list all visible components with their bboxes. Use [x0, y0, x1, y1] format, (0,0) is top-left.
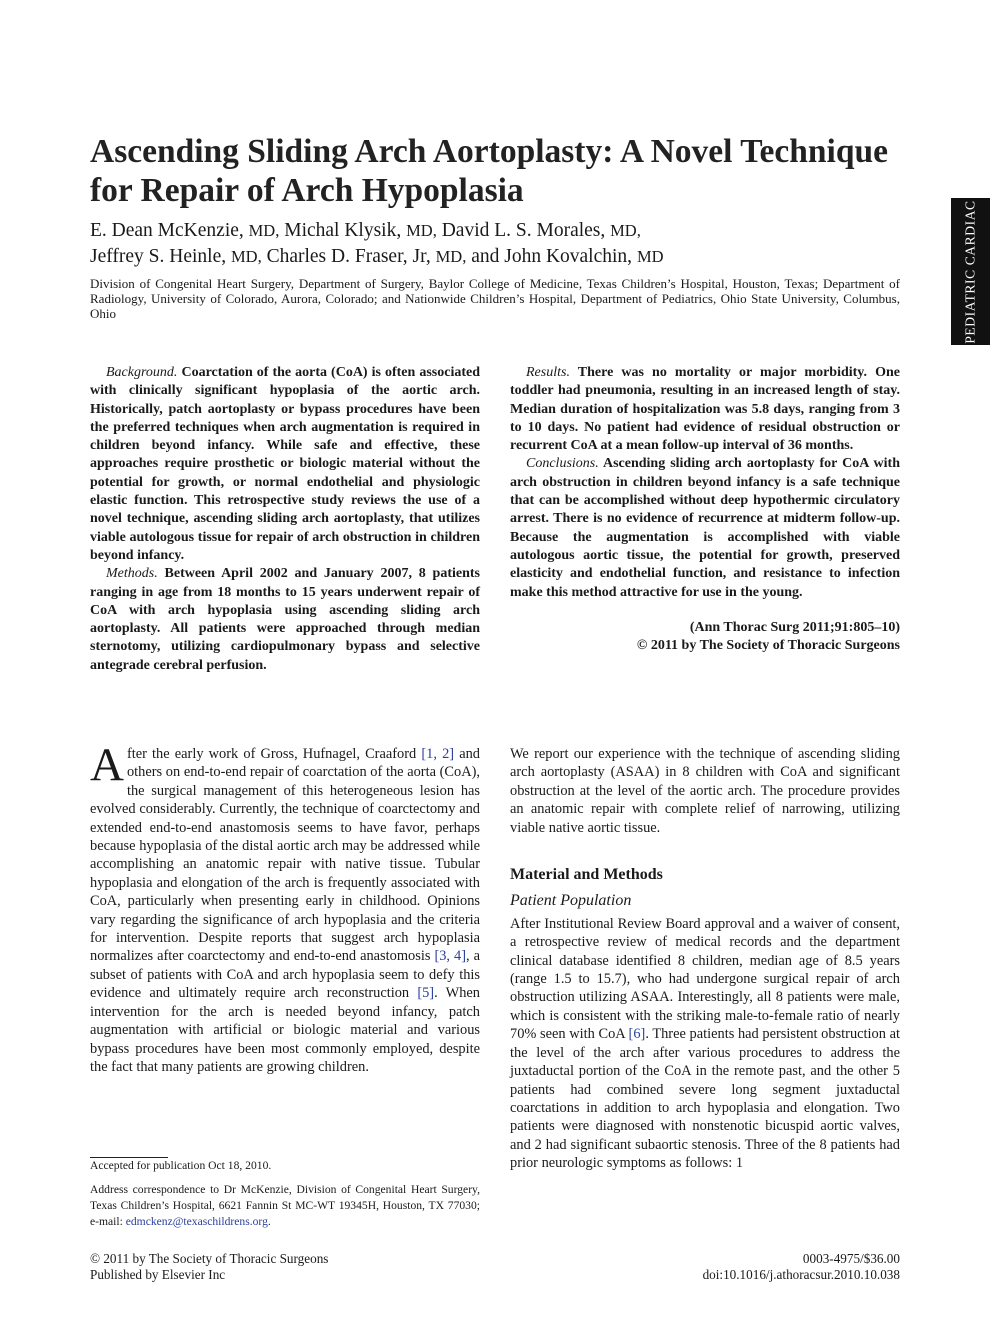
abstract-conclusions: [510, 455, 900, 601]
author-degree: MD,: [230, 247, 262, 266]
subsection-heading: Patient Population: [510, 892, 632, 910]
intro-text: and others on end-to-end repair of coarctation of the aorta (CoA), the surgical management of this heterogeneous lesion has evolved considerably. Currently, the technique of coarctectomy and extended end-to-end anastomosis seems to have favor, perhaps because hypoplasia of the distal aortic arch may be addressed while accomplishing an anatomic repair with native tissue. Tubular hypoplasia and elongation of the arch is frequently associated with CoA, particularly when presenting early in childhood. Opinions vary regarding the significance of arch hypoplasia and the criteria for intervention. Despite reports that suggest arch hypoplasia normalizes after coarctectomy and end-to-end anastomosis: [90, 746, 480, 965]
author-degree: MD: [636, 247, 664, 266]
accepted-date-note: Accepted for publication Oct 18, 2010.: [90, 1159, 272, 1172]
results-label: Results.: [526, 365, 570, 380]
side-tab-label: PEDIATRIC CARDIAC: [962, 199, 978, 344]
author-degree: MD,: [610, 221, 641, 240]
footer-issn: 0003-4975/$36.00: [802, 1251, 900, 1266]
population-paragraph: [510, 915, 900, 1173]
author-name: Michal Klysik,: [284, 220, 402, 241]
abstract-background: [90, 364, 480, 565]
intro-text: . When intervention for the arch is needed beyond infancy, patch augmentation with artificial or biologic material and various bypass procedures have been most commonly employed, despite the fact that many patients are growing children.: [90, 985, 480, 1075]
abstract-citation-block: [510, 619, 900, 656]
intro-paragraph: [90, 739, 480, 1076]
body-left-column: [90, 739, 480, 1076]
email-link[interactable]: edmckenz@texaschildrens.org: [125, 1215, 268, 1228]
methods-label: Methods.: [106, 566, 158, 582]
footer-right: [560, 1251, 900, 1283]
correspondence-note: [90, 1182, 480, 1230]
abstract-copyright: © 2011 by The Society of Thoracic Surgeons: [636, 638, 900, 654]
footer-copyright: © 2011 by The Society of Thoracic Surgeons: [90, 1251, 329, 1266]
results-text: There was no mortality or major morbidity. One toddler had pneumonia, resulting in an increased length of stay. Median duration of hospitalization was 5.8 days, ranging from 3 to 10 days. No patient had evidence of residual obstruction or recurrent CoA at a mean follow-up interval of 36 months.: [510, 365, 901, 454]
correspondence-end: .: [267, 1215, 271, 1228]
author-list: [90, 218, 900, 270]
body-right-column: [510, 745, 900, 1173]
conclusions-label: Conclusions.: [526, 456, 599, 472]
population-text: After Institutional Review Board approval and a waiver of consent, a retrospective review of medical records and the department clinical database identified 8 children, median age of 8.5 years (range 1.5 to 15.7), who had undergone surgical repair of arch obstruction utilizing ASAA. Interestingly, all 8 patients were male, which is consistent with the striking male-to-female ratio of nearly 70% seen with CoA: [510, 915, 900, 1043]
reference-link[interactable]: [6]: [628, 1026, 646, 1043]
footer-doi[interactable]: doi:10.1016/j.athoracsur.2010.10.038: [702, 1267, 900, 1282]
conclusions-text: Ascending sliding arch aortoplasty for CoA with arch obstruction in children beyond infancy is a safe technique that can be accomplished without deep hypothermic circulatory arrest. There is no evidence of recurrence at midterm follow-up. Because the augmentation is accomplished with viable autologous aortic tissue, the potential for growth, preserved elasticity and endothelial function, and resistance to infection make this method attractive for use in the young.: [510, 456, 900, 600]
section-side-tab: [951, 198, 990, 345]
journal-citation: (Ann Thorac Surg 2011;91:805–10): [689, 619, 900, 635]
correspondence-text: Address correspondence to Dr McKenzie, Division of Congenital Heart Surgery, Texas Children’s Hospital, 6621 Fannin St MC-WT 19345H, Houston, TX 77030; e-mail:: [90, 1183, 480, 1228]
footnotes: [90, 1158, 480, 1230]
reference-link[interactable]: [3, 4]: [434, 948, 467, 965]
intro-text: , a subset of patients with CoA and arch hypoplasia seem to defy this evidence and ultimately require arch reconstruction: [90, 948, 480, 1002]
author-name: and John Kovalchin,: [471, 246, 633, 267]
author-affiliation: Division of Congenital Heart Surgery, Department of Surgery, Baylor College of Medicine, Texas Children’s Hospital, Houston, Texas; Department of Radiology, University of Colorado, Aurora, Colorado; and Nationwide Children’s Hospital, Department of Pediatrics, Ohio State University, Columbus, Ohio: [90, 276, 900, 321]
abstract-results: [510, 364, 900, 455]
author-name: David L. S. Morales,: [441, 220, 606, 241]
methods-text: Between April 2002 and January 2007, 8 patients ranging in age from 18 months to 15 years underwent repair of CoA with arch hypoplasia using ascending sliding arch aortoplasty. All patients were approached through median sternotomy, utilizing cardiopulmonary bypass and selective antegrade cerebral perfusion.: [90, 566, 481, 673]
abstract-left-column: [90, 364, 480, 675]
footer-publisher: Published by Elsevier Inc: [90, 1267, 226, 1282]
author-degree: MD,: [435, 247, 467, 266]
reference-link[interactable]: [1, 2]: [421, 746, 455, 762]
author-degree: MD,: [406, 221, 437, 240]
drop-cap: A: [90, 739, 124, 791]
article-title: Ascending Sliding Arch Aortoplasty: A Novel Technique for Repair of Arch Hypoplasia: [90, 133, 888, 209]
author-name: E. Dean McKenzie,: [90, 220, 244, 241]
author-name: Jeffrey S. Heinle,: [90, 246, 227, 267]
author-degree: MD,: [248, 221, 280, 240]
intro-text: fter the early work of Gross, Hufnagel, Craaford: [126, 746, 422, 762]
report-paragraph: We report our experience with the technique of ascending sliding arch aortoplasty (ASAA) in 8 children with CoA and significant obstruction at the level of the aortic arch. The procedure provides an anatomic repair with complete relief of narrowing, utilizing viable native aortic tissue.: [510, 746, 900, 836]
abstract-right-column: [510, 364, 900, 655]
reference-link[interactable]: [5]: [417, 985, 435, 1002]
background-label: Background.: [106, 365, 178, 380]
section-heading: Material and Methods: [510, 866, 663, 884]
population-text: . Three patients had persistent obstruction at the level of the arch after various procedures to address the juxtaductal portion of the CoA in the remote past, and the other 5 patients had combined severe long segment juxtaductal coarctations in addition to arch hypoplasia and elongation. Two patients were diagnosed with nonstenotic bicuspid aortic valves, and 2 had significant subaortic stenosis. Three of the 8 patients had prior neurologic symptoms as follows: 1: [510, 1026, 900, 1172]
background-text: Coarctation of the aorta (CoA) is often associated with clinically significant hypoplasia of the aortic arch. Historically, patch aortoplasty or bypass procedures have been the preferred techniques when arch augmentation is required in children beyond infancy. While safe and effective, these approaches require prosthetic or biologic material without the potential for growth, or normal endothelial and physiologic elastic function. This retrospective study reviews the use of a novel technique, ascending sliding arch aortoplasty, that utilizes viable autologous tissue for repair of arch obstruction in children beyond infancy.: [90, 365, 480, 563]
footer-left: [90, 1251, 490, 1283]
author-name: Charles D. Fraser, Jr,: [266, 246, 431, 267]
abstract-methods: [90, 565, 480, 675]
